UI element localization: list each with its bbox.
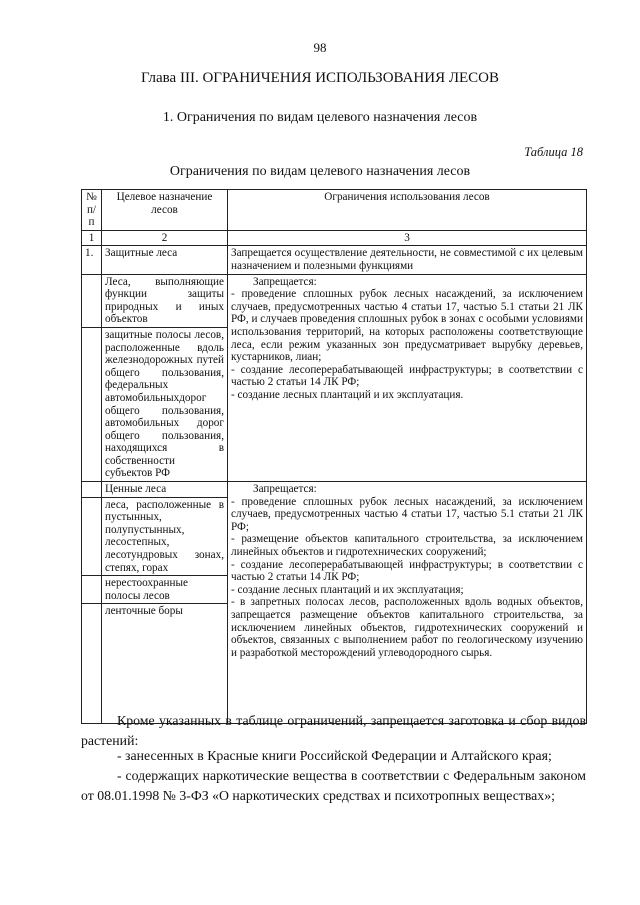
header-restrictions: Ограничения использования лесов [228,190,587,231]
paragraph: - занесенных в Красные книги Российской Федерации и Алтайского края; [117,748,552,763]
purpose-road-protection-strips: защитные полосы лесов, расположенные вдоль железнодорожных путей общего пользования, федеральных автомобильныхдорог общего пользования, автомобильных дорог общего пользования, находящихся в собственности субъектов РФ [102,327,228,481]
forbidden-heading: Запрещается: [253,275,317,288]
restriction-item: - создание лесоперерабатывающей инфраструктуры; в соответствии с частью 2 статьи 14 ЛК РФ; [231,558,583,584]
section-title: 1. Ограничения по видам целевого назначения лесов [162,110,478,125]
purpose-protective-forests: Защитные леса [102,246,228,274]
restriction-item: - создание лесных плантаций и их эксплуатация; [231,583,464,596]
table-title: Ограничения по видам целевого назначения лесов [169,164,471,179]
table-label: Таблица 18 [524,145,583,159]
protective-restrictions-cell [228,274,587,482]
table-header-row [82,190,587,231]
restriction-item: - в запретных полосах лесов, расположенных вдоль водных объектов, запрещается размещение объектов капитального строительства, за исключением линейных объектов, гидротехнических сооружений и объектов, связанных с выполнением работ по геологическому изучению и разработкой месторождений углеводородного сырья. [231,596,583,659]
purpose-spawning-protection-strips: нерестоохранные полосы лесов [102,576,228,604]
restrictions-table [81,189,587,724]
valuable-restrictions-cell [228,482,587,724]
col-number-1: 1 [82,230,102,246]
page-number: 98 [313,40,327,55]
purpose-valuable-forests: Ценные леса [102,482,228,498]
restriction-item: - размещение объектов капитального строительства, за исключением линейных объектов и гидротехнических сооружений; [231,533,583,559]
row-number: 1. [82,246,102,274]
restriction-item: - проведение сплошных рубок лесных насаждений, за исключением случаев, предусмотренных частью 4 статьи 17, частью 5.1 статьи 21 ЛК РФ, и случаев проведения сплошных рубок в зонах с особыми условиями использования территорий, на которых расположены соответствующие леса, если режим указанных зон предусматривает вырубку деревьев, кустарников, лиан; [231,288,583,364]
col-number-3: 3 [228,230,587,246]
paragraph: - содержащих наркотические вещества в соответствии с Федеральным законом от 08.01.1998 № 3-ФЗ «О наркотических средствах и психотропных веществах»; [81,768,586,803]
restriction-item: - создание лесных плантаций и их эксплуатация. [231,388,464,401]
restriction-item: - создание лесоперерабатывающей инфраструктуры; в соответствии с частью 2 статьи 14 ЛК РФ; [231,363,583,389]
purpose-protection-functions: Леса, выполняющие функции защиты природных и иных объектов [102,274,228,327]
restriction-item: - проведение сплошных рубок лесных насаждений, за исключением случаев, предусмотренных частью 4 статьи 17, частью 5.1 статьи 21 ЛК РФ; [231,495,583,533]
general-restriction: Запрещается осуществление деятельности, не совместимой с их целевым назначением и полезными функциями [228,246,587,274]
col-number-2: 2 [102,230,228,246]
header-purpose: Целевое назначение лесов [102,190,228,231]
table-row [82,246,587,274]
paragraph: Кроме указанных в таблице ограничений, запрещается заготовка и сбор видов растений: [81,713,586,748]
purpose-arid-zone-forests: леса, расположенные в пустынных, полупустынных, лесостепных, лесотундровых зонах, степях, горах [102,497,228,576]
table-row [82,274,587,327]
header-number: № п/п [82,190,102,231]
table-row [82,482,587,498]
chapter-title: Глава III. ОГРАНИЧЕНИЯ ИСПОЛЬЗОВАНИЯ ЛЕСОВ [140,70,500,86]
forbidden-heading: Запрещается: [253,483,317,496]
column-numbers-row [82,230,587,246]
purpose-ribbon-forests: ленточные боры [102,604,228,724]
